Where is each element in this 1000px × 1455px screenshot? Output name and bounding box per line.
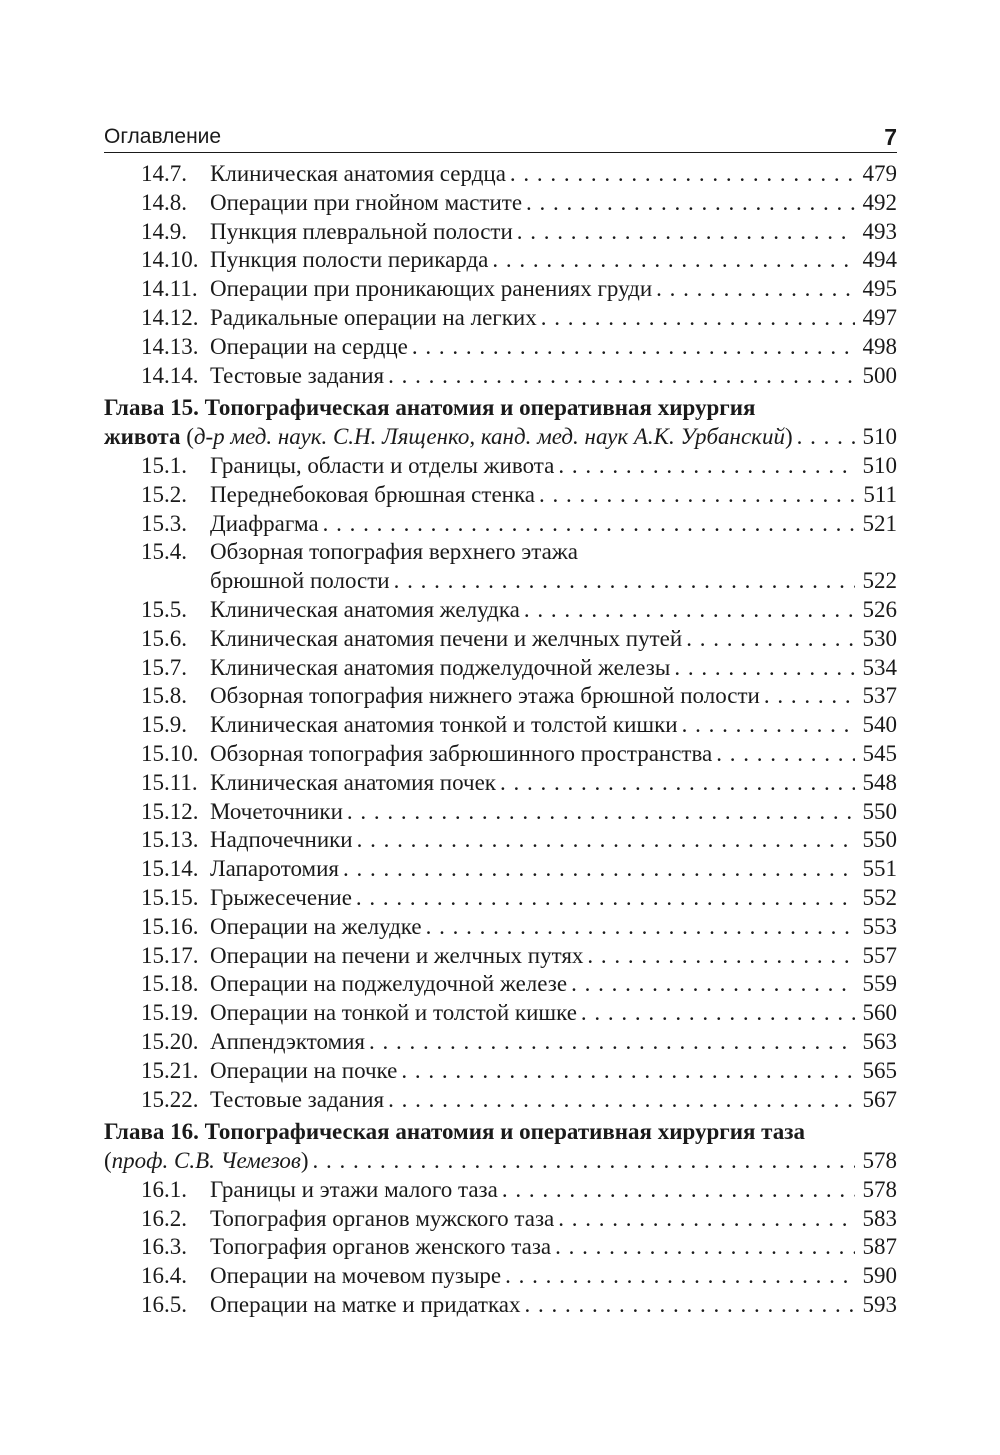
running-header — [104, 122, 897, 153]
toc-entry — [104, 218, 897, 247]
entry-title: Тестовые задания — [210, 362, 385, 388]
dot-leader — [555, 1233, 855, 1262]
entry-number: 15.1. — [141, 452, 187, 478]
entry-title: Диафрагма — [210, 510, 319, 536]
entry-title: Операции на матке и придатках — [210, 1292, 521, 1318]
entry-page: 563 — [862, 1028, 897, 1054]
entry-title: Операции на почке — [210, 1057, 398, 1083]
entry-number: 15.3. — [141, 510, 187, 536]
entry-page: 492 — [862, 189, 897, 215]
entry-page: 522 — [862, 568, 897, 594]
entry-title-cont: брюшной полости — [210, 568, 390, 594]
entry-number: 15.14. — [141, 856, 199, 882]
entry-title: Клиническая анатомия тонкой и толстой кишки — [210, 712, 678, 738]
entry-title: Топография органов мужского таза — [210, 1205, 555, 1231]
toc-entry — [104, 826, 897, 855]
entry-number: 15.18. — [141, 971, 199, 997]
entry-page: 540 — [862, 712, 897, 738]
chapter-16-entries — [104, 1176, 897, 1320]
dot-leader — [558, 1205, 855, 1234]
entry-page: 521 — [862, 510, 897, 536]
entry-number: 15.22. — [141, 1086, 199, 1112]
entry-title: Радикальные операции на легких — [210, 304, 537, 330]
toc-entry — [104, 596, 897, 625]
entry-title: Границы, области и отделы живота — [210, 452, 555, 478]
dot-leader — [581, 999, 855, 1028]
dot-leader — [716, 740, 855, 769]
entry-title: Границы и этажи малого таза — [210, 1176, 498, 1202]
chapter-15-page: 510 — [862, 424, 897, 450]
entry-title: Операции на печени и желчных путях — [210, 942, 584, 968]
toc-entry — [104, 625, 897, 654]
dot-leader — [412, 333, 855, 362]
toc-entry — [104, 510, 897, 539]
entry-title: Обзорная топография верхнего этажа — [210, 539, 578, 565]
entry-page: 479 — [862, 161, 897, 186]
dot-leader — [682, 711, 855, 740]
toc-entry — [104, 246, 897, 275]
entry-number: 16.1. — [141, 1176, 187, 1202]
table-of-contents — [104, 160, 897, 1320]
toc-entry — [104, 798, 897, 827]
toc-entry — [104, 1205, 897, 1234]
toc-entry — [104, 362, 897, 391]
toc-entry — [104, 740, 897, 769]
entry-number: 15.4. — [141, 539, 187, 565]
toc-entry — [104, 942, 897, 971]
dot-leader — [369, 1028, 855, 1057]
dot-leader — [356, 884, 855, 913]
dot-leader — [517, 218, 855, 247]
entry-number: 15.9. — [141, 712, 187, 738]
entry-title: Операции при проникающих ранениях груди — [210, 276, 653, 302]
toc-entry — [104, 1291, 897, 1320]
chapter-16-heading: Глава 16. Топографическая анатомия и оперативная хирургия таза — [104, 1119, 805, 1145]
entry-page: 494 — [862, 247, 897, 273]
entry-page: 550 — [862, 827, 897, 853]
dot-leader — [401, 1057, 855, 1086]
entry-page: 545 — [862, 740, 897, 766]
toc-entry — [104, 711, 897, 740]
entry-number: 16.2. — [141, 1205, 187, 1231]
entry-title: Лапаротомия — [210, 856, 339, 882]
entry-page: 498 — [862, 333, 897, 359]
toc-entry — [104, 855, 897, 884]
chapter-15-heading-line2 — [104, 423, 897, 452]
dot-leader — [343, 855, 855, 884]
dot-leader — [313, 1147, 855, 1176]
entry-title: Надпочечники — [210, 827, 353, 853]
dot-leader — [492, 246, 855, 275]
chapter-15-entries-a — [104, 452, 897, 538]
dot-leader — [524, 596, 855, 625]
dot-leader — [502, 1176, 855, 1205]
chapter-16-authors-line: (проф. С.В. Чемезов) — [104, 1148, 309, 1174]
toc-entry — [104, 1262, 897, 1291]
toc-entry — [104, 1028, 897, 1057]
toc-entry — [104, 333, 897, 362]
dot-leader — [426, 913, 855, 942]
entry-number: 14.11. — [141, 276, 198, 302]
toc-entry — [104, 275, 897, 304]
toc-entry — [104, 160, 897, 189]
toc-entry — [104, 452, 897, 481]
entry-title: Топография органов женского таза — [210, 1234, 552, 1260]
dot-leader — [764, 682, 855, 711]
toc-entry — [104, 769, 897, 798]
entry-page: 493 — [862, 218, 897, 244]
chapter-15-authors: д-р мед. наук. С.Н. Лященко, канд. мед. наук А.К. Урбанский — [193, 424, 785, 450]
entry-number: 15.5. — [141, 596, 187, 622]
entry-number: 14.9. — [141, 218, 187, 244]
entry-number: 15.12. — [141, 798, 199, 824]
entry-title: Операции на сердце — [210, 333, 408, 359]
entry-page: 553 — [862, 913, 897, 939]
entry-title: Операции на желудке — [210, 913, 422, 939]
entry-title: Аппендэктомия — [210, 1028, 366, 1054]
entry-number: 15.17. — [141, 942, 199, 968]
toc-entry — [104, 1176, 897, 1205]
chapter-15-subject: живота (д-р мед. наук. С.Н. Лященко, канд. мед. наук А.К. Урбанский) — [104, 424, 793, 450]
entry-number: 15.10. — [141, 740, 199, 766]
entry-title: Операции при гнойном мастите — [210, 189, 523, 215]
toc-entry — [104, 913, 897, 942]
entry-page: 587 — [862, 1234, 897, 1260]
toc-entry — [104, 304, 897, 333]
dot-leader — [526, 189, 855, 218]
dot-leader — [500, 769, 855, 798]
header-page-number: 7 — [884, 124, 897, 150]
entry-title: Операции на тонкой и толстой кишке — [210, 1000, 577, 1026]
entry-page: 548 — [862, 769, 897, 795]
entry-title: Грыжесечение — [210, 884, 352, 910]
dot-leader — [558, 452, 855, 481]
entry-page: 495 — [862, 276, 897, 302]
entry-page: 578 — [862, 1176, 897, 1202]
toc-entry — [104, 654, 897, 683]
entry-number: 15.7. — [141, 654, 187, 680]
entry-page: 500 — [862, 362, 897, 388]
entry-number: 14.7. — [141, 161, 187, 186]
toc-entry — [104, 682, 897, 711]
entry-page: 526 — [862, 596, 897, 622]
toc-entry-15-4 — [104, 538, 897, 567]
dot-leader — [587, 942, 855, 971]
dot-leader — [674, 654, 855, 683]
entry-number: 15.6. — [141, 625, 187, 651]
toc-entry — [104, 1086, 897, 1115]
dot-leader — [541, 304, 855, 333]
entry-title: Пункция плевральной полости — [210, 218, 513, 244]
entry-number: 15.16. — [141, 913, 199, 939]
entry-number: 15.11. — [141, 769, 198, 795]
entry-number: 15.20. — [141, 1028, 199, 1054]
entry-page: 567 — [862, 1086, 897, 1112]
entry-number: 14.8. — [141, 189, 187, 215]
entry-page: 551 — [862, 856, 897, 882]
entry-number: 15.15. — [141, 884, 199, 910]
entry-title: Переднебоковая брюшная стенка — [210, 481, 535, 507]
entry-title: Тестовые задания — [210, 1086, 385, 1112]
dot-leader — [357, 826, 855, 855]
entry-number: 14.14. — [141, 362, 199, 388]
entry-title: Клиническая анатомия сердца — [210, 161, 506, 186]
entry-title: Клиническая анатомия поджелудочной железы — [210, 654, 671, 680]
toc-entry — [104, 481, 897, 510]
entry-title: Операции на поджелудочной железе — [210, 971, 568, 997]
entry-page: 559 — [862, 971, 897, 997]
dot-leader — [686, 625, 855, 654]
toc-entry — [104, 189, 897, 218]
chapter-16-heading-line2 — [104, 1147, 897, 1176]
chapter-16-authors: проф. С.В. Чемезов — [111, 1148, 301, 1174]
entry-page: 511 — [863, 481, 897, 507]
entry-title: Мочеточники — [210, 798, 343, 824]
toc-entry — [104, 970, 897, 999]
dot-leader — [505, 1262, 855, 1291]
entry-page: 583 — [862, 1205, 897, 1231]
dot-leader — [394, 567, 855, 596]
toc-entry — [104, 884, 897, 913]
toc-entry — [104, 1057, 897, 1086]
entry-number: 16.5. — [141, 1292, 187, 1318]
dot-leader — [388, 1086, 855, 1115]
entry-number: 16.3. — [141, 1234, 187, 1260]
entry-title: Обзорная топография забрюшинного пространства — [210, 740, 713, 766]
toc-entry — [104, 999, 897, 1028]
chapter-15-entries-b — [104, 596, 897, 1114]
entry-title: Клиническая анатомия желудка — [210, 596, 520, 622]
entry-title: Операции на мочевом пузыре — [210, 1263, 502, 1289]
entry-page: 537 — [862, 683, 897, 709]
entry-page: 510 — [862, 452, 897, 478]
entry-number: 15.2. — [141, 481, 187, 507]
entry-title: Клиническая анатомия почек — [210, 769, 496, 795]
entry-number: 16.4. — [141, 1263, 187, 1289]
entry-number: 15.19. — [141, 1000, 199, 1026]
entry-title: Обзорная топография нижнего этажа брюшной полости — [210, 683, 760, 709]
dot-leader — [797, 423, 855, 452]
dot-leader — [571, 970, 855, 999]
dot-leader — [510, 160, 855, 189]
dot-leader — [524, 1291, 855, 1320]
chapter-15-heading: Глава 15. Топографическая анатомия и оперативная хирургия — [104, 395, 756, 421]
entry-page: 552 — [862, 884, 897, 910]
dot-leader — [656, 275, 855, 304]
entry-number: 15.21. — [141, 1057, 199, 1083]
entry-number: 14.13. — [141, 333, 199, 359]
header-title: Оглавление — [104, 125, 222, 148]
entry-page: 534 — [862, 654, 897, 680]
entry-number: 14.10. — [141, 247, 199, 273]
chapter-14-entries — [104, 160, 897, 390]
chapter-16-page: 578 — [862, 1148, 897, 1174]
entry-title: Пункция полости перикарда — [210, 247, 489, 273]
dot-leader — [539, 481, 855, 510]
entry-page: 593 — [862, 1292, 897, 1318]
entry-page: 497 — [862, 304, 897, 330]
entry-number: 15.8. — [141, 683, 187, 709]
entry-page: 550 — [862, 798, 897, 824]
dot-leader — [388, 362, 855, 391]
entry-number: 14.12. — [141, 304, 199, 330]
entry-page: 560 — [862, 1000, 897, 1026]
dot-leader — [347, 798, 855, 827]
entry-page: 557 — [862, 942, 897, 968]
toc-entry — [104, 1233, 897, 1262]
entry-title: Клиническая анатомия печени и желчных путей — [210, 625, 683, 651]
dot-leader — [323, 510, 855, 539]
entry-page: 590 — [862, 1263, 897, 1289]
entry-page: 565 — [862, 1057, 897, 1083]
entry-page: 530 — [862, 625, 897, 651]
entry-number: 15.13. — [141, 827, 199, 853]
toc-entry-15-4-cont — [104, 567, 897, 596]
